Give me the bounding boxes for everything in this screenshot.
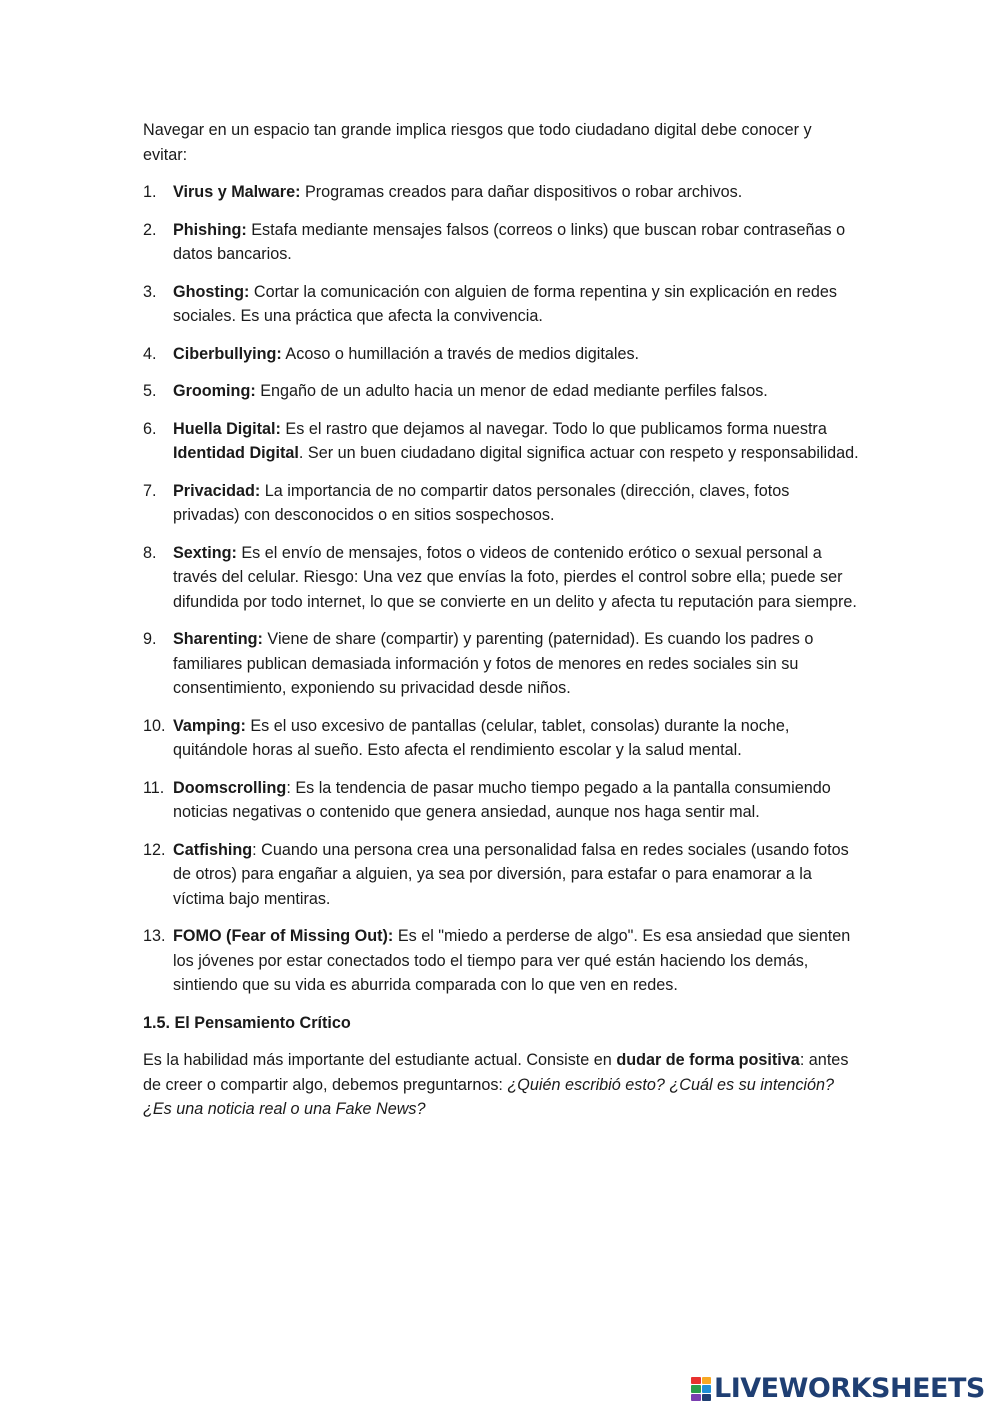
section-text: : antes de creer o compartir algo, debemos preguntarnos: xyxy=(143,1051,849,1094)
list-item xyxy=(143,627,859,701)
section-heading: 1.5. El Pensamiento Crítico xyxy=(143,1013,351,1032)
list-item xyxy=(143,342,859,367)
item-term: Sharenting: xyxy=(173,630,263,648)
item-number: 6. xyxy=(143,419,157,438)
item-term: Phishing: xyxy=(173,220,247,239)
list-item xyxy=(143,180,859,205)
list-item xyxy=(143,379,859,404)
item-term: Vamping: xyxy=(173,716,246,735)
item-term: Privacidad: xyxy=(173,481,261,500)
logo-icon xyxy=(691,1377,711,1401)
item-text: Estafa mediante mensajes falsos (correos o links) que buscan robar contraseñas o datos bancarios. xyxy=(173,220,846,263)
item-number: 7. xyxy=(143,481,157,500)
item-text: Es el "miedo a perderse de algo". Es esa ansiedad que sienten los jóvenes por estar conectados todo el tiempo para ver qué están haciendo los demás, sintiendo que su vida es aburrida comparada con lo que ven en redes. xyxy=(173,927,851,994)
item-text: Engaño de un adulto hacia un menor de edad mediante perfiles falsos. xyxy=(255,382,768,400)
item-text: La importancia de no compartir datos personales (dirección, claves, fotos privadas) con desconocidos o en sitios sospechosos. xyxy=(173,481,790,524)
item-text: Viene de share (compartir) y parenting (paternidad). Es cuando los padres o familiares publican demasiada información y fotos de menores en redes sociales sin su consentimiento, exponiendo su privacidad desde niños. xyxy=(173,630,814,697)
liveworksheets-logo xyxy=(691,1375,985,1403)
list-item xyxy=(143,714,859,763)
item-term: FOMO (Fear of Missing Out): xyxy=(173,927,394,945)
list-item xyxy=(143,924,859,998)
list-item xyxy=(143,218,859,267)
section-questions: ¿Quién escribió esto? ¿Cuál es su intención? ¿Es una noticia real o una Fake News? xyxy=(143,1075,835,1118)
item-emphasis: Identidad Digital xyxy=(173,444,299,462)
item-text: Programas creados para dañar dispositivos o robar archivos. xyxy=(300,183,743,201)
item-number: 4. xyxy=(143,344,157,363)
item-term: Ciberbullying: xyxy=(173,344,282,363)
item-term: Huella Digital: xyxy=(173,419,281,438)
item-number: 5. xyxy=(143,382,157,400)
item-term: Grooming: xyxy=(173,382,256,400)
item-number: 9. xyxy=(143,630,157,648)
item-term: Catfishing xyxy=(173,840,253,859)
item-text: : Cuando una persona crea una personalidad falsa en redes sociales (usando fotos de otros) para engañar a alguien, ya sea por diversión, para estafar o para enamorar a la víctima bajo mentiras. xyxy=(173,840,849,908)
logo-text: LIVEWORKSHEETS xyxy=(714,1373,985,1404)
list-item xyxy=(143,776,859,825)
item-text: Es el uso excesivo de pantallas (celular, tablet, consolas) durante la noche, quitándole horas al sueño. Esto afecta el rendimiento escolar y la salud mental. xyxy=(173,716,790,759)
item-number: 8. xyxy=(143,543,157,562)
section-emphasis: dudar de forma positiva xyxy=(616,1051,800,1069)
item-text: . Ser un buen ciudadano digital significa actuar con respeto y responsabilidad. xyxy=(298,444,859,462)
item-number: 11. xyxy=(143,778,165,797)
document-page xyxy=(143,118,859,1122)
list-item xyxy=(143,479,859,528)
item-number: 12. xyxy=(143,840,166,859)
item-text: Es el rastro que dejamos al navegar. Todo lo que publicamos forma nuestra xyxy=(280,419,827,438)
list-item xyxy=(143,280,859,329)
item-text: : Es la tendencia de pasar mucho tiempo pegado a la pantalla consumiendo noticias negativas o contenido que genera ansiedad, aunque nos haga sentir mal. xyxy=(173,778,831,821)
list-item xyxy=(143,417,859,466)
list-item xyxy=(143,541,859,615)
risks-list xyxy=(143,180,859,998)
list-item xyxy=(143,838,859,912)
item-term: Ghosting: xyxy=(173,282,250,301)
section-text: Es la habilidad más importante del estudiante actual. Consiste en xyxy=(143,1051,617,1069)
item-term: Virus y Malware: xyxy=(173,183,301,201)
item-text: Cortar la comunicación con alguien de forma repentina y sin explicación en redes sociales. Es una práctica que afecta la convivencia. xyxy=(173,282,838,325)
item-term: Sexting: xyxy=(173,543,237,562)
item-number: 3. xyxy=(143,282,157,301)
item-number: 10. xyxy=(143,716,166,735)
item-term: Doomscrolling xyxy=(173,778,287,797)
section-paragraph xyxy=(143,1048,859,1122)
item-number: 13. xyxy=(143,927,166,945)
item-text: Es el envío de mensajes, fotos o videos de contenido erótico o sexual personal a través del celular. Riesgo: Una vez que envías la foto, pierdes el control sobre ella; puede ser difundida por todo internet, lo que se convierte en un delito y afecta tu reputación para siempre. xyxy=(173,543,857,611)
item-number: 2. xyxy=(143,220,157,239)
item-number: 1. xyxy=(143,183,157,201)
intro-paragraph: Navegar en un espacio tan grande implica riesgos que todo ciudadano digital debe conocer y evitar: xyxy=(143,121,812,164)
item-text: Acoso o humillación a través de medios digitales. xyxy=(281,344,640,363)
